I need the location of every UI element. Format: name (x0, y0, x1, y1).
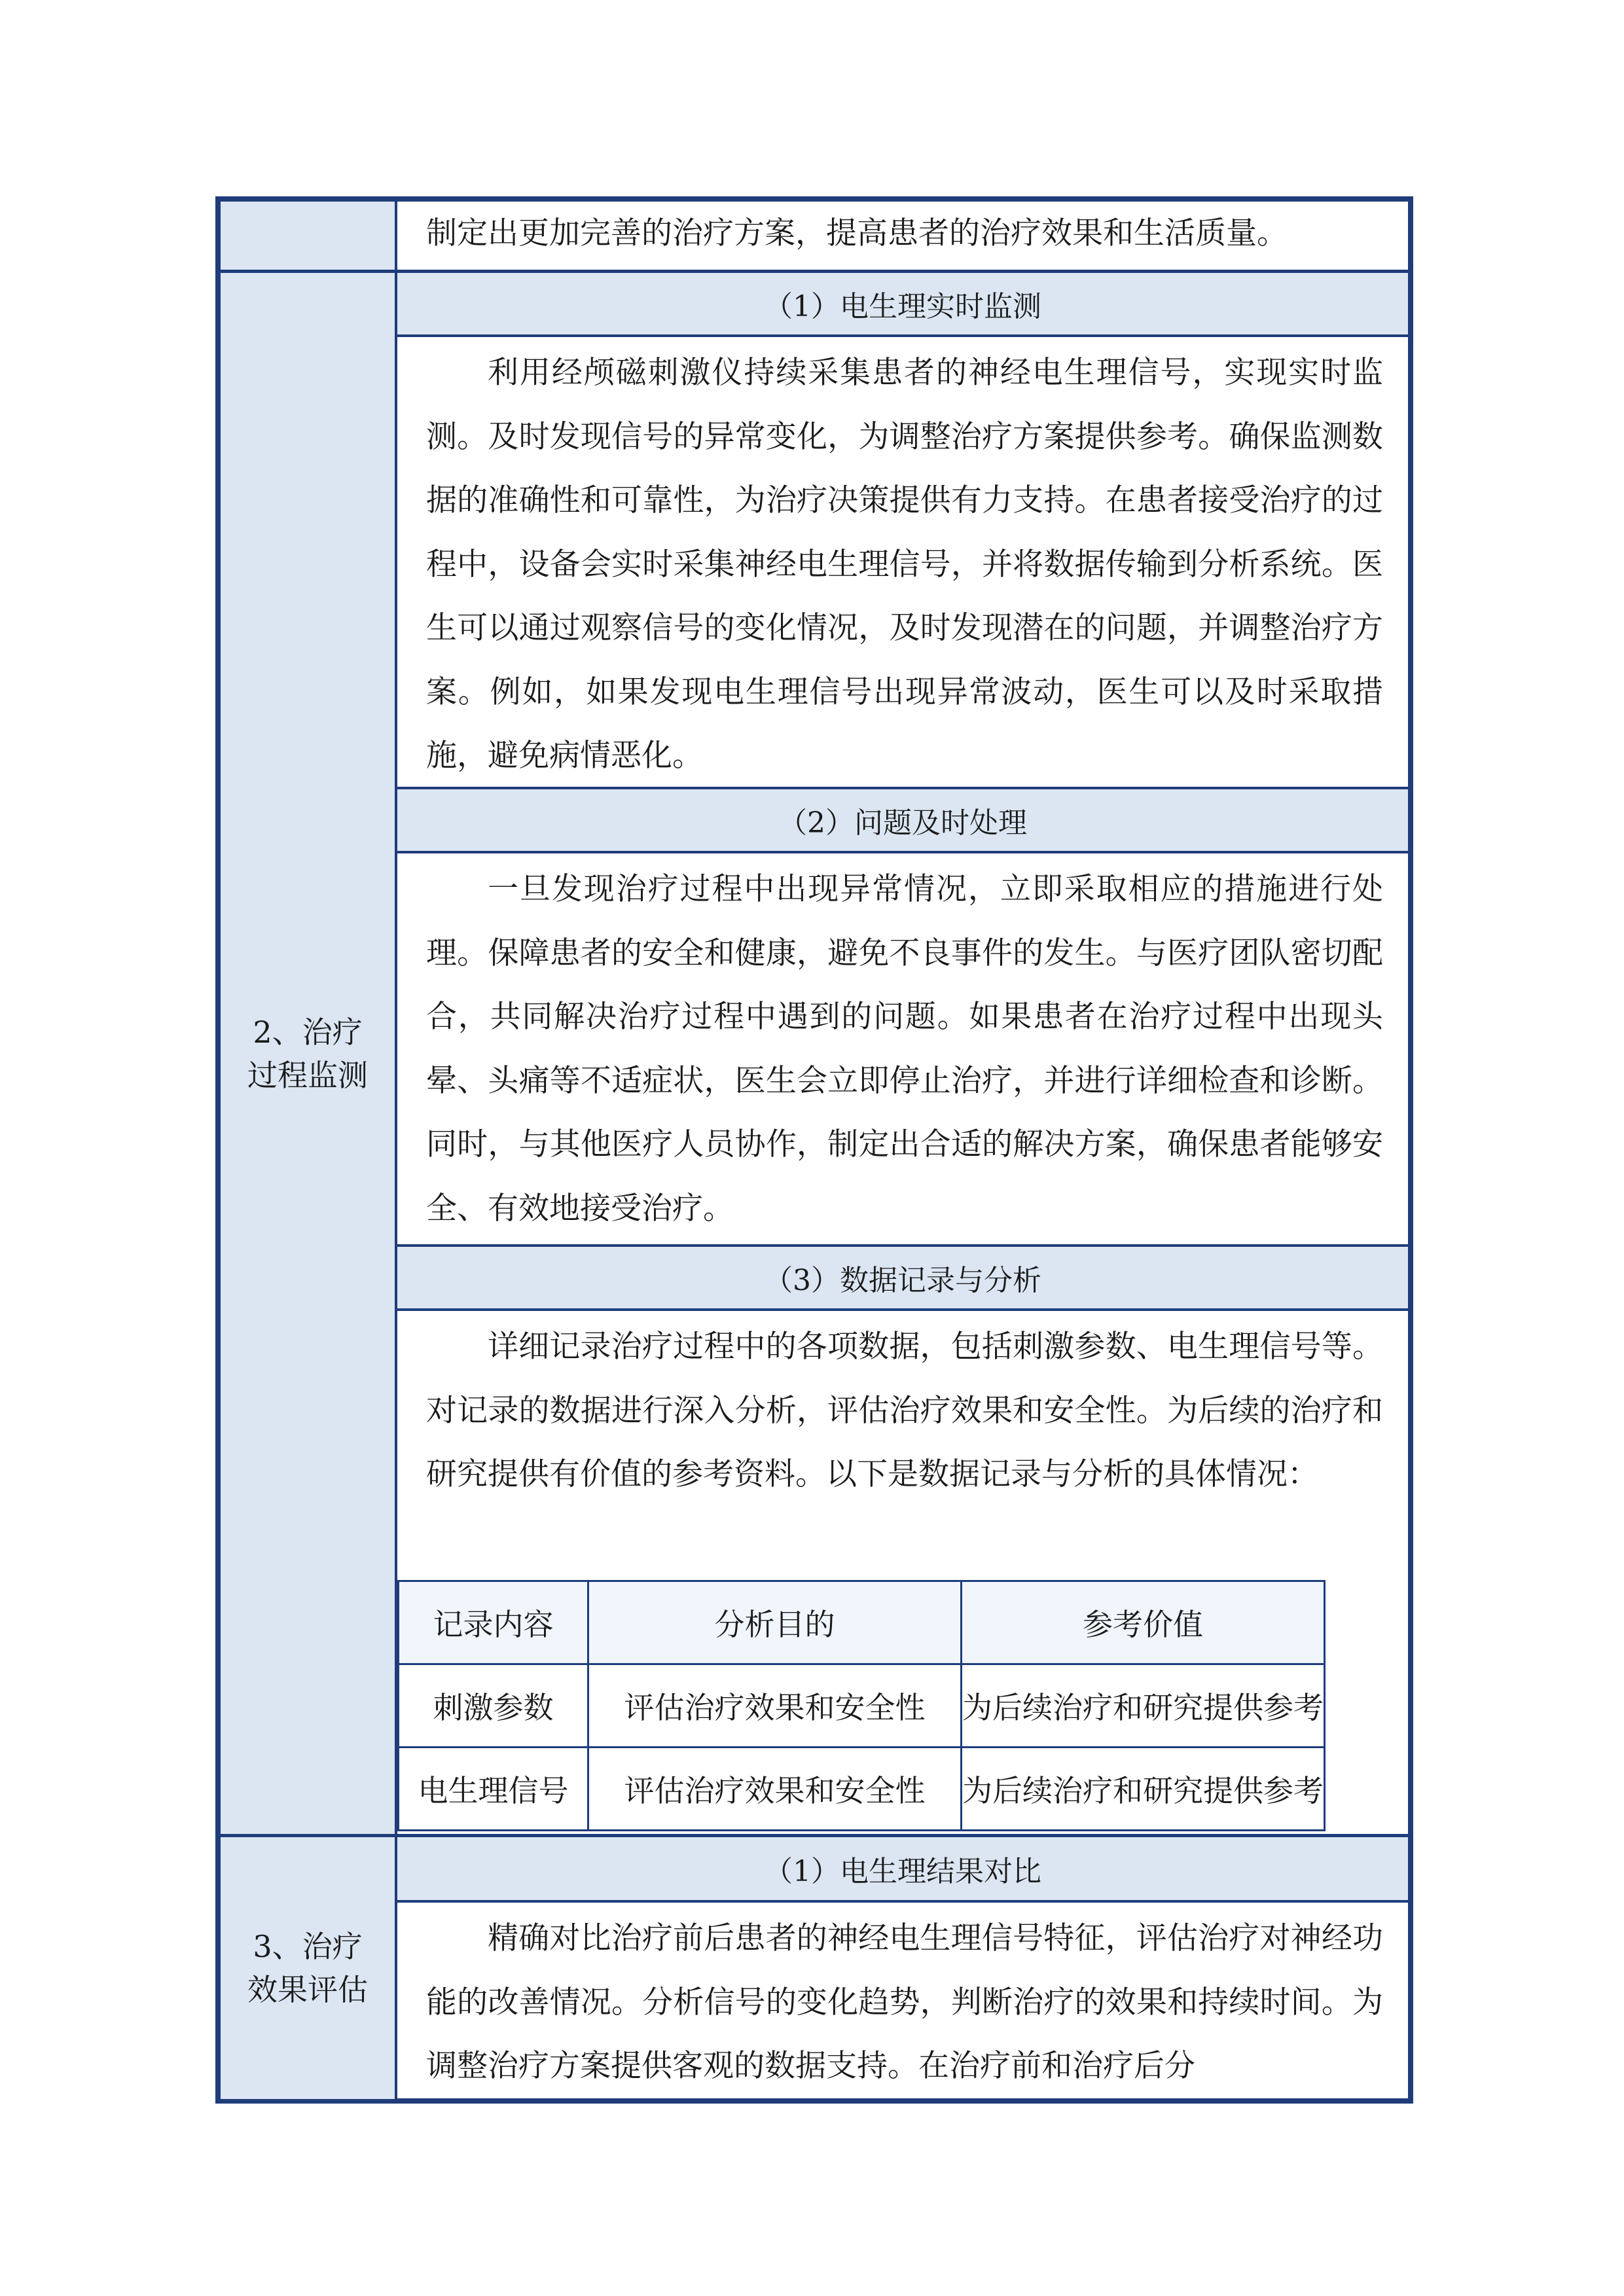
section2-sub2-body: 一旦发现治疗过程中出现异常情况，立即采取相应的措施进行处理。保障患者的安全和健康，避免不良事件的发生。与医疗团队密切配合，共同解决治疗过程中遇到的问题。如果患者在治疗过程中出现头晕、头痛等不适症状，医生会立即停止治疗，并进行详细检查和诊断。同时，与其他医疗人员协作，制定出合适的解决方案，确保患者能够安全、有效地接受治疗。 (426, 871, 1383, 1227)
section3-label: 3、治疗效果评估 (247, 1929, 368, 2007)
table-cell: 评估治疗效果和安全性 (588, 1664, 962, 1748)
continuation-left-cell (221, 202, 397, 270)
data-record-table (397, 1580, 1326, 1831)
section3-sub1-body: 精确对比治疗前后患者的神经电生理信号特征，评估治疗对神经功能的改善情况。分析信号的变化趋势，判断治疗的效果和持续时间。为调整治疗方案提供客观的数据支持。在治疗前和治疗后分 (426, 1920, 1383, 2084)
document-table-frame (215, 196, 1413, 2104)
section2-label-cell (221, 273, 397, 1834)
section2-sub1-heading: （1）电生理实时监测 (397, 273, 1408, 334)
continuation-text: 制定出更加完善的治疗方案，提高患者的治疗效果和生活质量。 (426, 215, 1288, 251)
table-header-cell: 记录内容 (399, 1581, 588, 1664)
table-header-cell: 参考价值 (962, 1581, 1325, 1664)
section2-sub1-body: 利用经颅磁刺激仪持续采集患者的神经电生理信号，实现实时监测。及时发现信号的异常变化，为调整治疗方案提供参考。确保监测数据的准确性和可靠性，为治疗决策提供有力支持。在患者接受治疗的过程中，设备会实时采集神经电生理信号，并将数据传输到分析系统。医生可以通过观察信号的变化情况，及时发现潜在的问题，并调整治疗方案。例如，如果发现电生理信号出现异常波动，医生可以及时采取措施，避免病情恶化。 (426, 355, 1383, 774)
table-cell: 评估治疗效果和安全性 (588, 1748, 962, 1831)
table-cell: 为后续治疗和研究提供参考 (962, 1748, 1325, 1831)
table-row (399, 1664, 1325, 1748)
table-cell: 为后续治疗和研究提供参考 (962, 1664, 1325, 1748)
table-cell: 刺激参数 (399, 1664, 588, 1748)
table-row (399, 1748, 1325, 1831)
table-cell: 电生理信号 (399, 1748, 588, 1831)
section3-label-cell (221, 1837, 397, 2099)
table-header-row (399, 1581, 1325, 1664)
section2-sub3-body: 详细记录治疗过程中的各项数据，包括刺激参数、电生理信号等。对记录的数据进行深入分析，评估治疗效果和安全性。为后续的治疗和研究提供有价值的参考资料。以下是数据记录与分析的具体情况： (426, 1329, 1383, 1492)
section2-label: 2、治疗过程监测 (247, 1014, 368, 1093)
table-header-cell: 分析目的 (588, 1581, 962, 1664)
section2-sub3-heading: （3）数据记录与分析 (397, 1247, 1408, 1308)
section3-sub1-heading: （1）电生理结果对比 (397, 1837, 1408, 1900)
section2-sub2-heading: （2）问题及时处理 (397, 789, 1408, 851)
